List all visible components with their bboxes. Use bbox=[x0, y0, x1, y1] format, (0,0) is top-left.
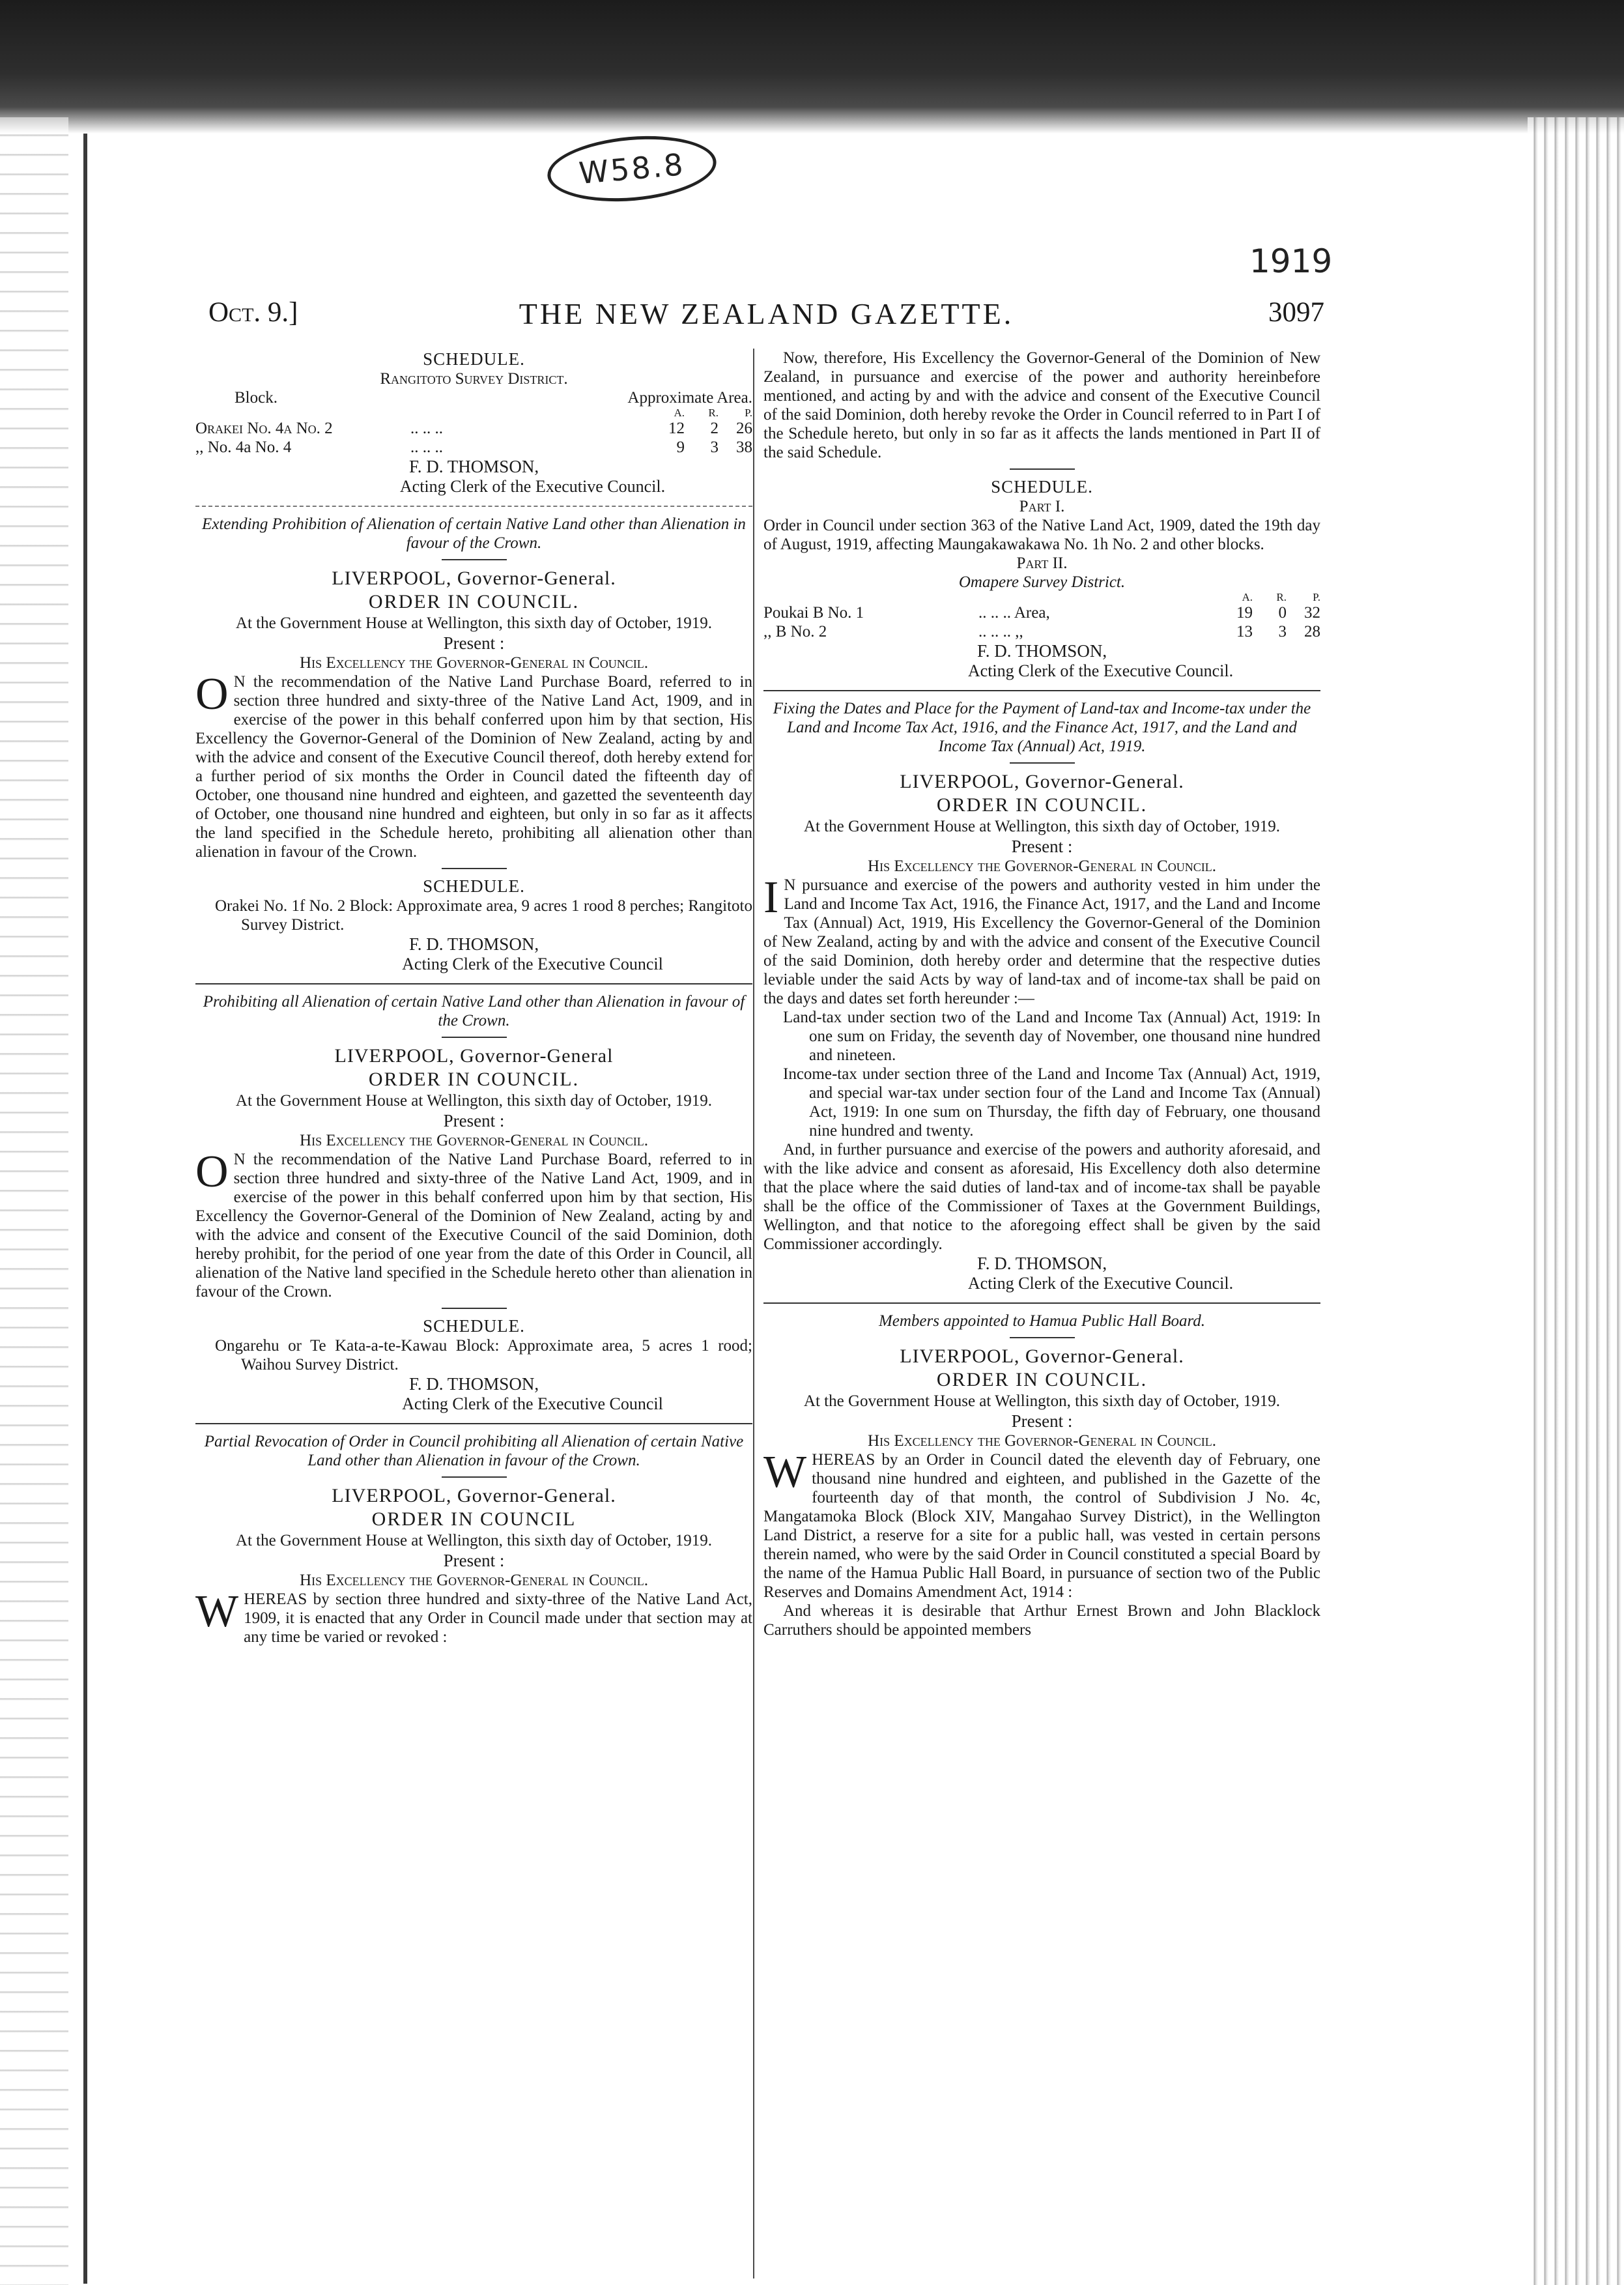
short-rule bbox=[1010, 1337, 1075, 1338]
order-body: I N pursuance and exercise of the powers and authority vested in him under the Land and Income Tax Act, 1916, the Finance Act, 1917, and the Land and Income Tax (Annual) Act, 1919, His Excellency the Governor-General of the Dominion of New Zealand, acting by and with the advice and consent of the Executive Council of the said Dominion, doth hereby order and determine that the respective duties leviable under the said Acts by way of land-tax and of income-tax shall be paid on the days and dates set forth hereunder :— bbox=[763, 872, 1320, 1007]
drop-cap: I bbox=[763, 872, 779, 923]
survey-district: Omapere Survey District. bbox=[958, 573, 1126, 591]
order-hamua-hall-board bbox=[763, 1312, 1320, 1639]
table-row: Poukai B No. 1 .. .. .. Area, 19 0 32 bbox=[763, 604, 1320, 622]
header-page-number: 3097 bbox=[1268, 297, 1324, 328]
order-title: Members appointed to Hamua Public Hall Board. bbox=[878, 1312, 1206, 1330]
signature-role: Acting Clerk of the Executive Council bbox=[402, 955, 663, 973]
schedule-heading: SCHEDULE. bbox=[423, 349, 525, 369]
excellency-line: His Excellency the Governor-General in Council. bbox=[300, 654, 648, 672]
order-body: O N the recommendation of the Native Land Purchase Board, referred to in section three hundred and sixty-three of the Native Land Act, 1909, and in exercise of the power in this behalf conferred upon him by that section, His Excellency the Governor-General of the Dominion of New Zealand, acting by and with the advice and consent of the Executive Council of the said Dominion, doth hereby prohibit, for the period of one year from the date of this Order in Council, all alienation of the Native land specified in the Schedule hereto other than alienation in favour of the Crown. bbox=[195, 1147, 752, 1301]
present-label: Present : bbox=[443, 1111, 505, 1130]
table-row: ,, No. 4a No. 4 .. .. .. 9 3 38 bbox=[195, 438, 752, 456]
order-body: WHEREAS by an Order in Council dated the eleventh day of February, one thousand nine hundred and eighteen, and published in the Gazette of the fourteenth day of that month, the control of Subdivision J No. 4c, Mangatamoka Block (Block XIV, Mangahao Survey District), in the Wellington Land District, a reserve for a site for a public hall, was vested in certain persons therein named, who were by the said Order in Council constituted a special Board by the name of the Hamua Public Hall Board, in pursuance of section two of the Public Reserves and Domains Amendment Act, 1914 : bbox=[763, 1447, 1320, 1601]
order-in-council-heading: ORDER IN COUNCIL. bbox=[936, 794, 1148, 816]
signature-role: Acting Clerk of the Executive Council bbox=[402, 1394, 663, 1413]
governor-line: LIVERPOOL, Governor-General. bbox=[900, 771, 1184, 792]
drop-cap: W bbox=[763, 1447, 807, 1497]
scan-border-right bbox=[1528, 117, 1624, 2285]
order-extending-prohibition bbox=[195, 515, 752, 974]
table-row: Orakei No. 4a No. 2 .. .. .. 12 2 26 bbox=[195, 420, 752, 437]
order-in-council-heading: ORDER IN COUNCIL. bbox=[936, 1369, 1148, 1390]
short-rule bbox=[1010, 762, 1075, 764]
order-partial-revocation bbox=[195, 1432, 752, 1646]
order-body: O N the recommendation of the Native Land Purchase Board, referred to in section three hundred and sixty-three of the Native Land Act, 1909, and in exercise of the power in this behalf conferred upon him by that section, His Excellency the Governor-General of the Dominion of New Zealand, acting by and with the advice and consent of the Executive Council thereof, doth hereby extend for a further period of six months the Order in Council dated the fifteenth day of October, one thousand nine hundred and eighteen, and gazetted the seventeenth day of October, one thousand nine hundred and eighteen, but only in so far as it affects the land specified in the Schedule hereto, prohibiting all alienation other than alienation in favour of the Crown. bbox=[195, 669, 752, 861]
order-title: Partial Revocation of Order in Council prohibiting all Alienation of certain Native Land other than Alienation in favour of the Crown. bbox=[204, 1433, 744, 1469]
excellency-line: His Excellency the Governor-General in Council. bbox=[300, 1572, 648, 1589]
column-divider bbox=[753, 349, 754, 2278]
schedule-column-headers bbox=[195, 388, 752, 407]
schedule-heading: SCHEDULE. bbox=[991, 477, 1093, 496]
order-body-continued: And whereas it is desirable that Arthur Ernest Brown and John Blacklock Carruthers should be appointed members bbox=[763, 1602, 1320, 1639]
left-column bbox=[195, 349, 752, 1646]
place-date: At the Government House at Wellington, this sixth day of October, 1919. bbox=[235, 1532, 713, 1549]
signature-name: F. D. THOMSON, bbox=[976, 1254, 1107, 1273]
order-body-continued: And, in further pursuance and exercise of the powers and authority aforesaid, and with the like advice and consent as aforesaid, His Excellency doth also determine that the place where the said duties of land-tax and of income-tax shall be payable shall be the office of the Commissioner of Taxes at the Government Buildings, Wellington, and that notice to the aforegoing effect shall be given by the said Commissioner accordingly. bbox=[763, 1141, 1320, 1253]
revocation-continuation: Now, therefore, His Excellency the Governor-General of the Dominion of New Zealand, in pursuance and exercise of the power and authority hereinbefore mentioned, and acting by and with the advice and consent of the Executive Council of the said Dominion, doth hereby revoke the Order in Council referred to in Part I of the Schedule hereto, but only in so far as it affects the lands mentioned in Part II of the said Schedule. bbox=[763, 349, 1320, 461]
right-column bbox=[763, 349, 1320, 1639]
excellency-line: His Excellency the Governor-General in Council. bbox=[300, 1132, 648, 1149]
place-date: At the Government House at Wellington, this sixth day of October, 1919. bbox=[803, 1392, 1281, 1410]
present-label: Present : bbox=[443, 1551, 505, 1570]
section-rule bbox=[195, 1423, 752, 1424]
tax-item: Land-tax under section two of the Land and Income Tax (Annual) Act, 1919: In one sum on Friday, the seventh day of November, one thousand nine hundred and nineteen. bbox=[783, 1009, 1320, 1064]
short-rule bbox=[442, 868, 507, 869]
signature-role: Acting Clerk of the Executive Council. bbox=[967, 661, 1234, 680]
signature-role: Acting Clerk of the Executive Council. bbox=[399, 477, 666, 496]
order-in-council-heading: ORDER IN COUNCIL. bbox=[368, 1069, 580, 1090]
short-rule bbox=[442, 559, 507, 560]
present-label: Present : bbox=[1011, 837, 1073, 856]
archive-stamp: W58.8 bbox=[545, 130, 719, 208]
excellency-line: His Excellency the Governor-General in Council. bbox=[868, 857, 1216, 875]
schedule-body: Orakei No. 1f No. 2 Block: Approximate area, 9 acres 1 rood 8 perches; Rangitoto Survey District. bbox=[215, 897, 752, 934]
signature-name: F. D. THOMSON, bbox=[976, 641, 1107, 661]
present-label: Present : bbox=[443, 633, 505, 653]
excellency-line: His Excellency the Governor-General in Council. bbox=[868, 1432, 1216, 1450]
place-date: At the Government House at Wellington, this sixth day of October, 1919. bbox=[803, 818, 1281, 835]
order-in-council-heading: ORDER IN COUNCIL bbox=[371, 1508, 577, 1530]
short-rule bbox=[442, 1308, 507, 1309]
governor-line: LIVERPOOL, Governor-General bbox=[334, 1045, 614, 1067]
schedule-rangitoto bbox=[195, 349, 752, 496]
section-rule bbox=[763, 1302, 1320, 1304]
order-tax-dates bbox=[763, 699, 1320, 1293]
order-title: Prohibiting all Alienation of certain Native Land other than Alienation in favour of the Crown. bbox=[203, 993, 745, 1029]
order-title: Fixing the Dates and Place for the Payment of Land-tax and Income-tax under the Land and Income Tax Act, 1916, and the Finance Act, 1917, and the Land and Income Tax (Annual) Act, 1919. bbox=[773, 700, 1311, 755]
place-date: At the Government House at Wellington, this sixth day of October, 1919. bbox=[235, 1092, 713, 1110]
drop-cap: O bbox=[195, 669, 229, 719]
schedule-part-label: Part II. bbox=[1016, 554, 1068, 572]
order-in-council-heading: ORDER IN COUNCIL. bbox=[368, 591, 580, 612]
schedule-heading: SCHEDULE. bbox=[423, 876, 525, 896]
signature-name: F. D. THOMSON, bbox=[408, 457, 539, 476]
survey-district: Rangitoto Survey District. bbox=[380, 370, 568, 388]
tax-item: Income-tax under section three of the Land and Income Tax (Annual) Act, 1919, and special war-tax under section four of the Land and Income Tax (Annual) Act, 1919: In one sum on Thursday, the fifth day of February, one thousand nine hundred and twenty. bbox=[783, 1065, 1320, 1140]
scan-border-top bbox=[0, 0, 1624, 134]
order-title: Extending Prohibition of Alienation of certain Native Land other than Alienation in favour of the Crown. bbox=[202, 515, 746, 552]
present-label: Present : bbox=[1011, 1411, 1073, 1431]
governor-line: LIVERPOOL, Governor-General. bbox=[332, 1485, 616, 1506]
header-date: Oct. 9.] bbox=[208, 297, 298, 328]
governor-line: LIVERPOOL, Governor-General. bbox=[332, 568, 616, 589]
signature-name: F. D. THOMSON, bbox=[408, 1374, 539, 1394]
order-prohibiting-alienation bbox=[195, 992, 752, 1414]
scan-binding-line bbox=[83, 134, 87, 2284]
schedule-heading: SCHEDULE. bbox=[423, 1316, 525, 1336]
schedule-revocation bbox=[763, 476, 1320, 681]
short-rule bbox=[442, 1476, 507, 1478]
running-header bbox=[208, 296, 1324, 337]
schedule-part-label: Part I. bbox=[1019, 498, 1065, 515]
governor-line: LIVERPOOL, Governor-General. bbox=[900, 1345, 1184, 1367]
signature-name: F. D. THOMSON, bbox=[408, 934, 539, 954]
schedule-body: Ongarehu or Te Kata-a-te-Kawau Block: Approximate area, 5 acres 1 rood; Waihou Survey District. bbox=[215, 1337, 752, 1373]
header-title: THE NEW ZEALAND GAZETTE. bbox=[519, 297, 1014, 330]
section-rule bbox=[195, 506, 752, 507]
drop-cap: O bbox=[195, 1147, 229, 1197]
handwritten-year: 1919 bbox=[1249, 242, 1333, 280]
section-rule bbox=[763, 690, 1320, 691]
order-body: WHEREAS by section three hundred and sixty-three of the Native Land Act, 1909, it is enacted that any Order in Council made under that section may at any time be varied or revoked : bbox=[195, 1587, 752, 1646]
short-rule bbox=[442, 1037, 507, 1038]
col-area-header: Approximate Area. bbox=[627, 389, 752, 407]
short-rule bbox=[1010, 468, 1075, 470]
place-date: At the Government House at Wellington, this sixth day of October, 1919. bbox=[235, 614, 713, 632]
col-block-header: Block. bbox=[235, 389, 278, 407]
unit-headers: A. R. P. bbox=[674, 407, 752, 419]
scan-border-left bbox=[0, 117, 68, 2285]
signature-role: Acting Clerk of the Executive Council. bbox=[967, 1274, 1234, 1293]
schedule-part-body: Order in Council under section 363 of the Native Land Act, 1909, dated the 19th day of August, 1919, affecting Maungakawakawa No. 1h No. 2 and other blocks. bbox=[763, 517, 1320, 553]
drop-cap: W bbox=[195, 1587, 239, 1637]
table-row: ,, B No. 2 .. .. .. ,, 13 3 28 bbox=[763, 623, 1320, 640]
section-rule bbox=[195, 983, 752, 984]
unit-headers: A. R. P. bbox=[1242, 591, 1320, 603]
